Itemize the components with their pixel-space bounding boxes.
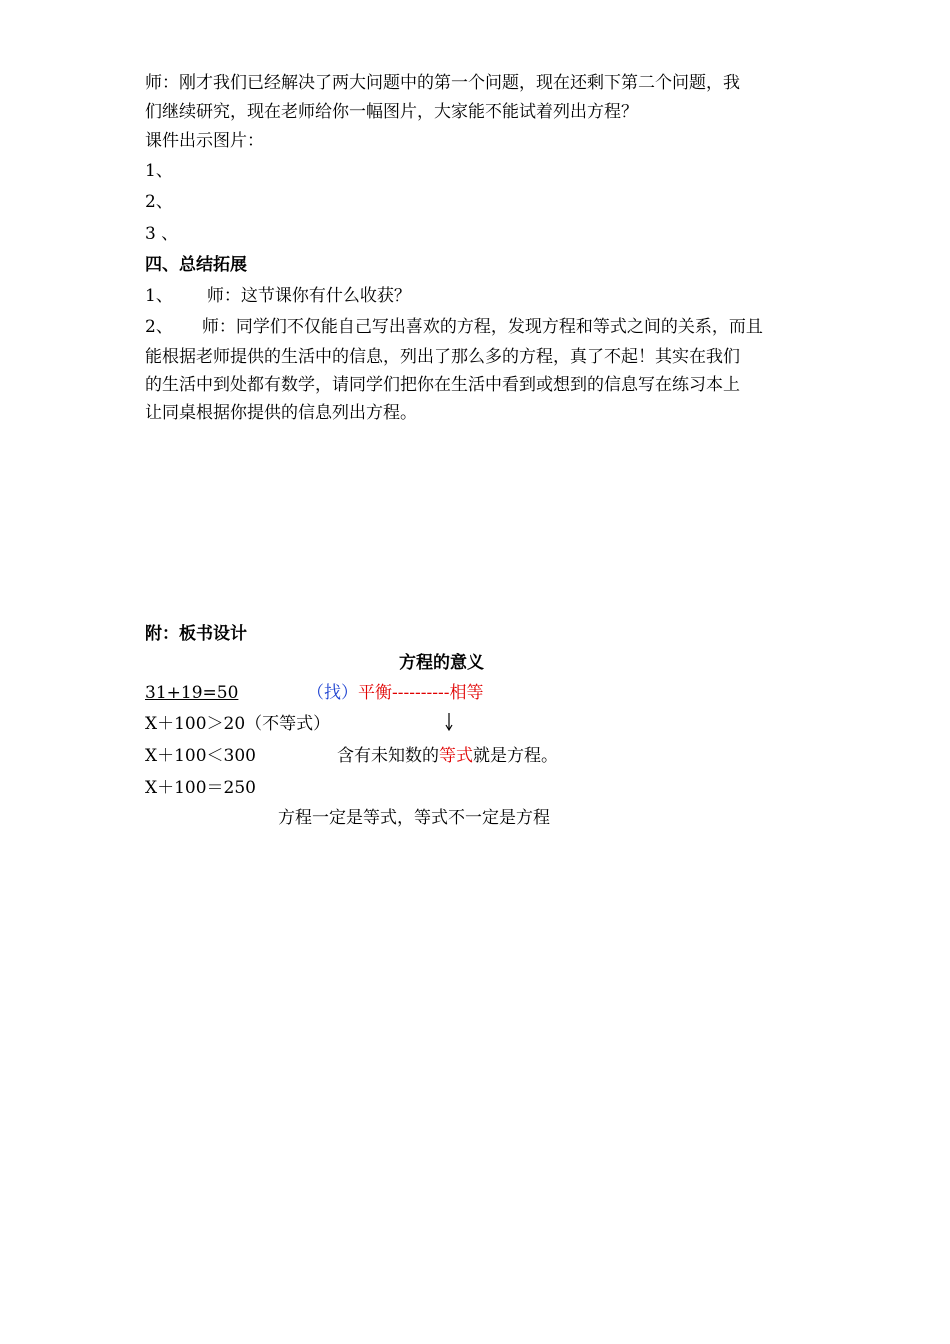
equation-3: X＋100＜300 — [145, 746, 256, 766]
summary-item-1-number: 1、 — [145, 286, 173, 306]
summary-item-2-line-4: 让同桌根据你提供的信息列出方程。 — [145, 403, 417, 423]
equation-1: 31+19=50 — [145, 683, 239, 703]
summary-item-1-text: 师：这节课你有什么收获？ — [206, 286, 411, 306]
equation-4: X＋100＝250 — [145, 778, 256, 798]
summary-item-2-text-1: 师：同学们不仅能自己写出喜欢的方程，发现方程和等式之间的关系，而且 — [201, 317, 763, 337]
teacher-line-1: 师：刚才我们已经解决了两大问题中的第一个问题，现在还剩下第二个问题，我 — [145, 73, 740, 93]
summary-item-2-line-1 — [145, 315, 763, 339]
summary-item-2-number: 2、 — [145, 317, 173, 337]
section-heading-summary: 四、总结拓展 — [145, 255, 247, 275]
courseware-note: 课件出示图片： — [145, 131, 264, 151]
board-title: 方程的意义 — [399, 653, 484, 673]
equal-label: 相等 — [449, 683, 484, 703]
teacher-line-2: 们继续研究，现在老师给你一幅图片，大家能不能试着列出方程？ — [145, 102, 638, 122]
balance-label: 平衡---------- — [358, 683, 450, 703]
list-item-1: 1、 — [145, 161, 173, 181]
summary-item-2-line-2: 能根据老师提供的生活中的信息，列出了那么多的方程，真了不起！其实在我们 — [145, 347, 740, 367]
summary-item-1 — [145, 284, 411, 308]
definition-prefix: 含有未知数的 — [337, 746, 439, 766]
board-heading: 附：板书设计 — [145, 624, 247, 644]
definition-keyword: 等式 — [439, 746, 473, 766]
down-arrow-icon — [443, 712, 455, 732]
equation-2: X＋100＞20（不等式） — [145, 714, 331, 734]
balance-note — [307, 681, 483, 705]
definition-suffix: 就是方程。 — [473, 746, 558, 766]
find-label: （找） — [307, 683, 358, 703]
summary-item-2-line-3: 的生活中到处都有数学，请同学们把你在生活中看到或想到的信息写在练习本上 — [145, 375, 740, 395]
equation-definition — [337, 744, 558, 768]
board-conclusion: 方程一定是等式，等式不一定是方程 — [278, 808, 550, 828]
list-item-2: 2、 — [145, 192, 173, 212]
list-item-3: 3 、 — [145, 224, 179, 244]
